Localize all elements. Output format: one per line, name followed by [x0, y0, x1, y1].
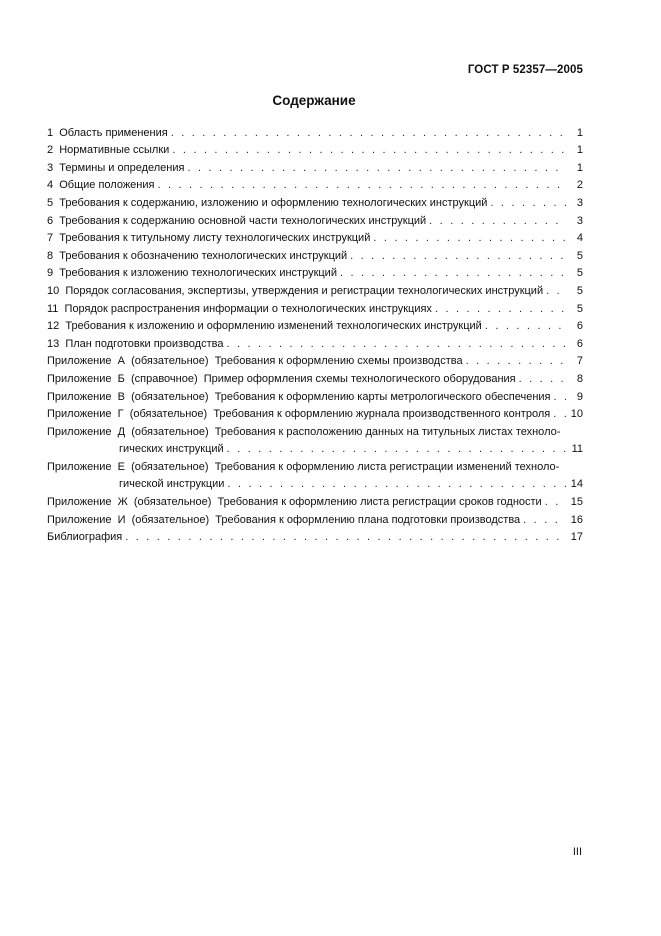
- toc-entry[interactable]: [47, 473, 583, 491]
- toc-entry-page: 5: [576, 302, 583, 315]
- toc-entry-label: гических инструкций: [119, 443, 224, 456]
- toc-entry[interactable]: [47, 121, 583, 139]
- toc-entry[interactable]: [47, 227, 583, 245]
- toc-entry-label: 10 Порядок согласования, экспертизы, утверждения и регистрации технологических инструкций: [47, 284, 544, 297]
- toc-entry-page: 6: [576, 337, 583, 350]
- toc-entry-page: 3: [576, 196, 583, 209]
- toc-entry-label: Приложение А (обязательное) Требования к оформлению схемы производства: [47, 355, 463, 368]
- toc-entry-label: 3 Термины и определения: [47, 161, 185, 174]
- leader-dots: [227, 443, 566, 455]
- leader-dots: [523, 514, 566, 526]
- toc-entry[interactable]: [47, 262, 583, 280]
- leader-dots: [373, 232, 566, 244]
- toc-entry-page: 6: [576, 320, 583, 333]
- leader-dots: [466, 355, 566, 367]
- toc-entry[interactable]: [47, 350, 583, 368]
- leader-dots: [340, 267, 566, 279]
- toc-entry-label: 13 План подготовки производства: [47, 337, 224, 350]
- toc-entry[interactable]: [47, 367, 583, 385]
- toc-entry-page: 17: [570, 531, 583, 544]
- toc-entry-label: Приложение Ж (обязательное) Требования к оформлению листа регистрации сроков годности: [47, 496, 542, 509]
- toc-entry-page: 5: [576, 284, 583, 297]
- toc-entry[interactable]: [47, 455, 583, 473]
- toc-entry[interactable]: [47, 174, 583, 192]
- toc-entry-page: 3: [576, 214, 583, 227]
- table-of-contents: [47, 121, 583, 543]
- toc-entry-page: 2: [576, 179, 583, 192]
- leader-dots: [187, 162, 566, 174]
- toc-entry-label: 12 Требования к изложению и оформлению изменений технологических инструкций: [47, 320, 482, 333]
- leader-dots: [553, 408, 566, 420]
- leader-dots: [554, 391, 567, 403]
- toc-entry[interactable]: [47, 297, 583, 315]
- leader-dots: [125, 531, 566, 543]
- toc-entry-label: Приложение Г (обязательное) Требования к оформлению журнала производственного контроля: [47, 408, 551, 421]
- leader-dots: [490, 197, 566, 209]
- leader-dots: [429, 215, 566, 227]
- toc-entry[interactable]: [47, 244, 583, 262]
- leader-dots: [172, 144, 566, 156]
- leader-dots: [546, 285, 566, 297]
- toc-entry-label: 9 Требования к изложению технологических инструкций: [47, 267, 337, 280]
- toc-entry[interactable]: [47, 191, 583, 209]
- toc-entry[interactable]: [47, 315, 583, 333]
- toc-entry-page: 1: [576, 144, 583, 157]
- toc-entry-page: 5: [576, 267, 583, 280]
- page-number: III: [572, 846, 582, 858]
- leader-dots: [227, 478, 566, 490]
- toc-entry-page: 14: [570, 478, 583, 491]
- toc-entry-page: 7: [576, 355, 583, 368]
- toc-entry-page: 15: [570, 496, 583, 509]
- toc-entry[interactable]: [47, 526, 583, 544]
- leader-dots: [545, 496, 566, 508]
- toc-entry[interactable]: [47, 332, 583, 350]
- toc-entry-page: 5: [576, 249, 583, 262]
- leader-dots: [350, 250, 566, 262]
- leader-dots: [435, 303, 566, 315]
- toc-entry-label: 2 Нормативные ссылки: [47, 144, 170, 157]
- toc-entry-page: 11: [571, 443, 583, 456]
- toc-entry[interactable]: [47, 209, 583, 227]
- toc-entry-page: 1: [576, 126, 583, 139]
- toc-entry-page: 1: [576, 161, 583, 174]
- toc-entry-label: 5 Требования к содержанию, изложению и оформлению технологических инструкций: [47, 196, 488, 209]
- toc-entry-page: 9: [576, 390, 583, 403]
- toc-entry-label: Приложение Б (справочное) Пример оформления схемы технологического оборудования: [47, 372, 516, 385]
- leader-dots: [171, 127, 566, 139]
- toc-entry-page: 16: [570, 513, 583, 526]
- leader-dots: [226, 338, 566, 350]
- toc-entry-label: 7 Требования к титульному листу технологических инструкций: [47, 232, 371, 245]
- toc-entry[interactable]: [47, 156, 583, 174]
- toc-entry[interactable]: [47, 508, 583, 526]
- toc-entry-page: 10: [570, 408, 583, 421]
- leader-dots: [485, 320, 566, 332]
- toc-entry-label: Приложение Д (обязательное) Требования к расположению данных на титульных листах техноло-: [47, 425, 561, 438]
- toc-entry-label: 1 Область применения: [47, 126, 168, 139]
- toc-entry-page: 4: [576, 232, 583, 245]
- toc-entry[interactable]: [47, 420, 583, 438]
- leader-dots: [157, 179, 566, 191]
- toc-entry[interactable]: [47, 139, 583, 157]
- toc-title: Содержание: [272, 93, 356, 108]
- toc-entry[interactable]: [47, 438, 583, 456]
- leader-dots: [519, 373, 566, 385]
- toc-entry-label: гической инструкции: [119, 478, 225, 491]
- toc-entry-label: Приложение Е (обязательное) Требования к оформлению листа регистрации изменений техноло-: [47, 460, 560, 473]
- toc-entry-label: 6 Требования к содержанию основной части технологических инструкций: [47, 214, 427, 227]
- toc-entry[interactable]: [47, 403, 583, 421]
- toc-entry-label: Приложение В (обязательное) Требования к оформлению карты метрологического обеспечения: [47, 390, 551, 403]
- toc-entry[interactable]: [47, 385, 583, 403]
- toc-entry-label: Приложение И (обязательное) Требования к оформлению плана подготовки производства: [47, 513, 521, 526]
- toc-entry[interactable]: [47, 490, 583, 508]
- toc-entry-label: 8 Требования к обозначению технологических инструкций: [47, 249, 348, 262]
- toc-entry-label: Библиография: [47, 531, 123, 544]
- toc-entry-label: 4 Общие положения: [47, 179, 155, 192]
- toc-entry-page: 8: [576, 372, 583, 385]
- toc-entry-label: 11 Порядок распространения информации о технологических инструкциях: [47, 302, 432, 315]
- toc-entry[interactable]: [47, 279, 583, 297]
- document-code: ГОСТ Р 52357—2005: [467, 64, 583, 76]
